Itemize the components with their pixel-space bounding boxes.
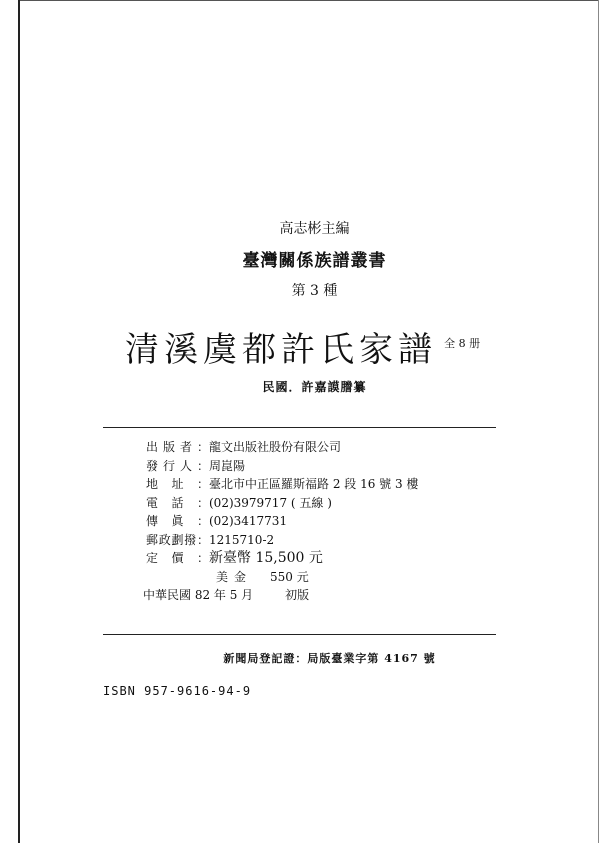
- publication-date: 中華民國 82 年 5 月: [143, 588, 254, 602]
- editor-line: 高志彬主編: [279, 221, 350, 237]
- page-top-edge: [18, 0, 599, 1]
- address-value: 臺北市中正區羅斯福路 2 段 16 號 3 樓: [209, 477, 419, 491]
- issuer-row: [146, 457, 418, 476]
- compiler-line: 民國．許嘉謨謄纂: [262, 380, 367, 394]
- address-row: [146, 475, 418, 494]
- price-twd-value: 新臺幣 15,500 元: [209, 550, 323, 566]
- address-label: 地址：: [146, 477, 209, 491]
- price-label: 定價：: [146, 551, 209, 565]
- publisher-value: 龍文出版社股份有限公司: [209, 440, 342, 454]
- fax-value: (02)3417731: [209, 514, 288, 528]
- phone-value: (02)3979717 ( 五線 ): [209, 495, 332, 510]
- usd-label: 美金: [216, 569, 253, 584]
- phone-label: 電話：: [146, 495, 209, 510]
- price-row: [146, 549, 418, 568]
- publisher-row: [146, 438, 418, 457]
- isbn-line: ISBN 957-9616-94-9: [103, 684, 252, 698]
- divider-bottom: [103, 634, 496, 635]
- postal-row: [146, 531, 418, 550]
- fax-label: 傳眞：: [146, 514, 209, 528]
- issuer-value: 周崑陽: [209, 458, 246, 473]
- date-row: [143, 586, 418, 605]
- registration-line: 新聞局登記證：局版臺業字第 4167 號: [223, 652, 436, 665]
- phone-row: [146, 494, 418, 513]
- edition-label: 初版: [285, 588, 310, 602]
- volume-number: 第 3 種: [291, 283, 338, 299]
- book-title: 清溪虞都許氏家譜: [125, 330, 437, 370]
- page-binding-edge: [18, 0, 20, 843]
- publisher-label: 出版者：: [146, 440, 209, 454]
- series-title: 臺灣關係族譜叢書: [242, 251, 387, 271]
- fax-row: [146, 512, 418, 531]
- usd-value: 550 元: [270, 569, 309, 584]
- sets-note: 全 8 册: [444, 337, 481, 350]
- postal-label: 郵政劃撥：: [146, 532, 209, 547]
- usd-price-row: [146, 568, 418, 587]
- book-title-row: [125, 322, 480, 371]
- issuer-label: 發行人：: [146, 458, 209, 473]
- postal-value: 1215710-2: [209, 532, 275, 547]
- divider-top: [103, 427, 496, 428]
- colophon: [143, 438, 419, 605]
